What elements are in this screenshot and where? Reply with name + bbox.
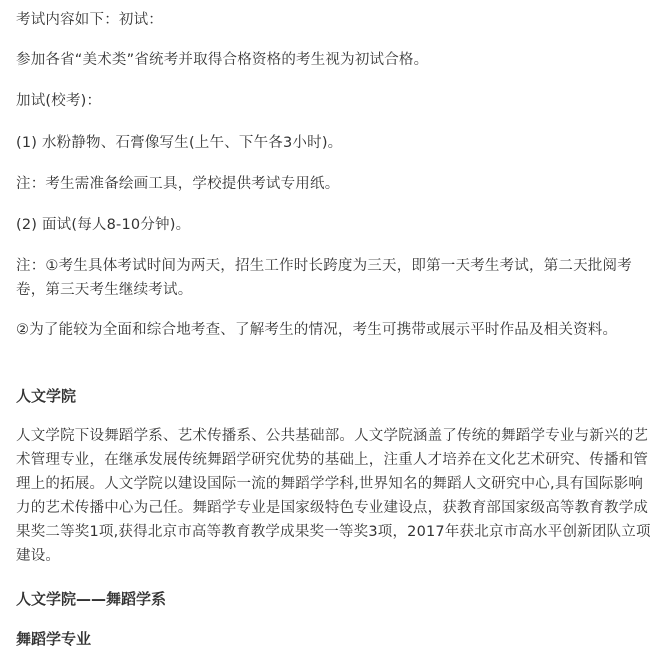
section-heading-dance-department: 人文学院——舞蹈学系 [16, 590, 167, 608]
section-heading-dance-major: 舞蹈学专业 [16, 630, 92, 648]
note-1-text: 注：考生需准备绘画工具，学校提供考试专用纸。 [16, 176, 340, 192]
exam-item-1-text: (1) 水粉静物、石膏像写生(上午、下午各3小时)。 [16, 135, 343, 151]
note-2-text: 注：①考生具体考试时间为两天，招生工作时长跨度为三天，即第一天考生考试，第二天批阅考卷，第三天考生继续考试。 [16, 258, 632, 298]
retest-title-text: 加试(校考)： [16, 93, 102, 109]
humanities-description-text: 人文学院下设舞蹈学系、艺术传播系、公共基础部。人文学院涵盖了传统的舞蹈学专业与新兴的艺术管理专业，在继承发展传统舞蹈学研究优势的基础上，注重人才培养在文化艺术研究、传播和管理上的拓展。人文学院以建设国际一流的舞蹈学学科,世界知名的舞蹈人文研究中心,具有国际影响力的艺术传播中心为己任。舞蹈学专业是国家级特色专业建设点，获教育部国家级高等教育教学成果奖二等奖1项,获得北京市高等教育教学成果奖一等奖3项，2017年获北京市高水平创新团队立项建设。 [16, 428, 651, 564]
preliminary-pass-text: 参加各省“美术类”省统考并取得合格资格的考生视为初试合格。 [16, 52, 429, 68]
exam-intro-text: 考试内容如下：初试： [16, 12, 163, 28]
note-3-text: ②为了能较为全面和综合地考查、了解考生的情况，考生可携带或展示平时作品及相关资料。 [16, 322, 618, 338]
section-heading-humanities: 人文学院 [16, 387, 77, 405]
exam-item-2-text: (2) 面试(每人8-10分钟)。 [16, 217, 191, 233]
